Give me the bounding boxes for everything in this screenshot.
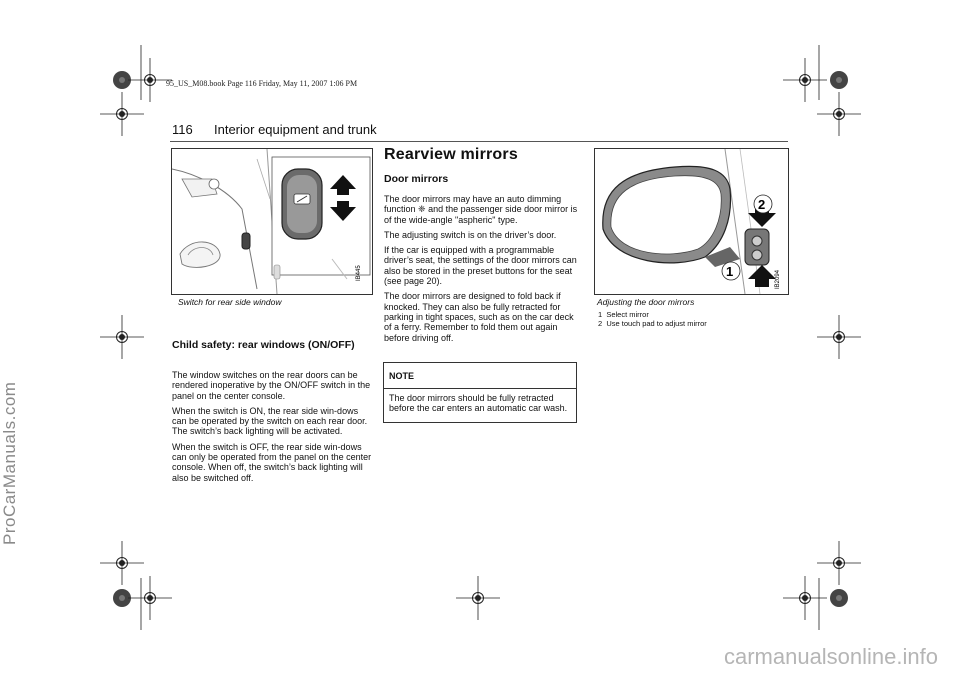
page-number: 116 <box>172 122 193 137</box>
list-item: 1 Select mirror <box>598 310 649 319</box>
figure-caption: Adjusting the door mirrors <box>597 297 695 307</box>
rear-window-switch-illustration <box>172 149 372 294</box>
paragraph: The door mirrors are designed to fold back if knocked. They can also be fully retracted for parking in tight spaces, such as on the car deck of a ferry. Remember to fold them out again before driving off. <box>384 291 574 343</box>
section-heading: Rearview mirrors <box>384 146 518 163</box>
paragraph: When the switch is OFF, the rear side win-dows can only be operated from the panel on the center console. When off, the switch’s back lighting will also be switched off. <box>172 441 372 483</box>
note-box <box>383 362 577 423</box>
section-title: Interior equipment and trunk <box>214 122 377 137</box>
list-item: 2 Use touch pad to adjust mirror <box>598 319 707 328</box>
child-safety-text <box>172 370 372 488</box>
paragraph: If the car is equipped with a programmable driver’s seat, the settings of the door mirrors can also be stored in the preset buttons for the seat (see page 20). <box>384 245 577 287</box>
figure-code: IB2094 <box>775 269 781 289</box>
book-info: 95_US_M08.book Page 116 Friday, May 11, 2007 1:06 PM <box>166 79 358 88</box>
paragraph: When the switch is ON, the rear side win-dows can be operated by the switch on each rear door. The switch’s back lighting will be activated. <box>172 405 368 437</box>
door-mirror-illustration <box>595 149 788 294</box>
door-mirrors-subheading: Door mirrors <box>384 173 449 185</box>
note-label: NOTE <box>384 363 576 389</box>
rear-window-switch-figure <box>171 148 373 295</box>
side-watermark: ProCarManuals.com <box>0 381 19 545</box>
callout-list <box>598 310 707 328</box>
paragraph: The door mirrors may have an auto dimming function ❈ and the passenger side door mirror is of the wide-angle "aspheric" type. <box>384 194 578 225</box>
child-safety-heading: Child safety: rear windows (ON/OFF) <box>172 339 355 351</box>
paragraph: The adjusting switch is on the driver’s door. <box>384 229 557 240</box>
figure-caption: Switch for rear side window <box>178 297 282 307</box>
bottom-watermark: carmanualsonline.info <box>723 644 938 669</box>
door-mirrors-text <box>384 194 579 348</box>
header-rule <box>170 141 788 142</box>
paragraph: The window switches on the rear doors can be rendered inoperative by the ON/OFF switch in the panel on the center console. <box>172 370 371 401</box>
callout-1: 1 <box>726 264 734 279</box>
callout-2: 2 <box>758 197 766 212</box>
note-text: The door mirrors should be fully retracted before the car enters an automatic car wash. <box>389 393 568 414</box>
figure-code: IB445 <box>356 265 362 281</box>
door-mirror-figure <box>594 148 789 295</box>
